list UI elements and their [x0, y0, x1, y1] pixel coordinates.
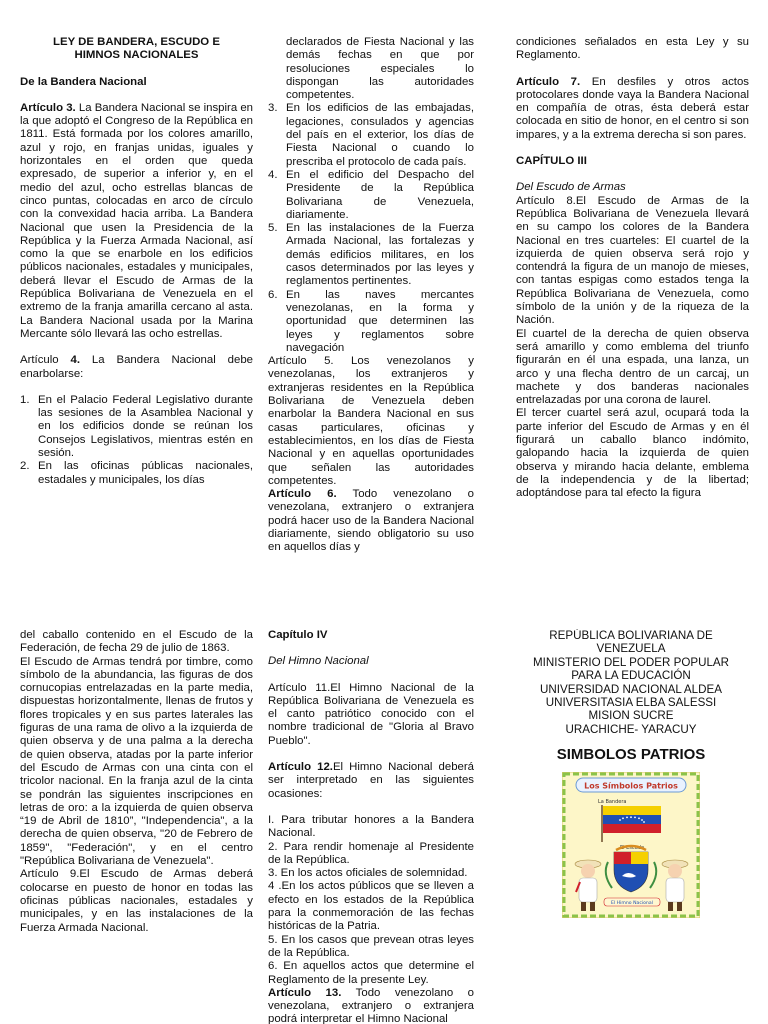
flag-display-list: [20, 394, 253, 487]
institution-line: PARA LA EDUCACIÓN: [571, 669, 691, 683]
patriotic-symbols-illustration: [562, 772, 700, 918]
escudo-paragraph-1: del caballo contenido en el Escudo de la Federación, de fecha 29 de julio de 1863.: [20, 629, 253, 655]
list-item: 6. En aquellos actos que determine el Reglamento de la presente Ley.: [268, 960, 474, 986]
list-item: [268, 222, 474, 288]
article-12-text: El Himno Nacional deberá ser interpretado en las siguientes ocasiones:: [268, 761, 474, 800]
panel-escudo-continued: [20, 629, 253, 1024]
shield-label: El Escudo: [620, 844, 645, 851]
institution-line: UNIVERSIDAD NACIONAL ALDEA: [540, 682, 722, 696]
article-8-paragraph-2: El cuartel de la derecha de quien observa será amarillo y como emblema del triunfo figurarán en él una espada, una lanza, un arco y una flecha dentro de un carcaj, un machete y dos banderas nacionales entrelazadas por una corona de laurel.: [516, 327, 749, 407]
article-6: [268, 488, 474, 554]
list-number: 5.: [268, 222, 278, 235]
institution-line: REPÚBLICA BOLIVARIANA DE: [549, 629, 713, 642]
list-item: 3. En los actos oficiales de solemnidad.: [268, 867, 468, 880]
section-heading: De la Bandera Nacional: [20, 75, 147, 88]
list-text: En las naves mercantes venezolanas, en la forma y oportunidad que determinen las leyes y reglamentos sobre navegación: [286, 288, 474, 354]
panel-cover: [511, 629, 751, 1024]
chapter-3-heading: CAPÍTULO III: [516, 155, 587, 168]
cover-title: SIMBOLOS PATRIOS: [556, 746, 706, 764]
article-4-prefix: Artículo: [20, 354, 71, 367]
article-8-paragraph-3: El tercer cuartel será azul, ocupará toda la parte inferior del Escudo de Armas y en él figurará un caballo blanco indómito, galopando hacia la izquierda de quien observa y mirando hacia delante, emblema de la independencia y de la libertad; adoptándose para tal efecto la figura: [516, 407, 749, 500]
list-text: En los edificios de las embajadas, legaciones, consulados y agencias del país en el exterior, los días de Fiesta Nacional o cuando lo prescriba el protocolo de cada país.: [286, 102, 474, 168]
article-13-label: Artículo 13.: [268, 986, 342, 999]
panel-himno: [268, 629, 474, 1024]
list-item: I. Para tributar honores a la Bandera Nacional.: [268, 813, 474, 840]
article-3: [20, 102, 253, 341]
institution-line: MISION SUCRE: [588, 709, 674, 723]
institution-line: UNIVERSITASIA ELBA SALESSI: [545, 696, 717, 710]
title-line-2: HIMNOS NACIONALES: [74, 49, 199, 62]
article-11: Artículo 11.El Himno Nacional de la República Bolivariana de Venezuela es el canto patriótico conocido con el nombre tradicional de "Gloria al Bravo Pueblo".: [268, 681, 474, 747]
list-item: 4 .En los actos públicos que se lleven a efecto en los estados de la República para la conmemoración de las fechas históricas de la Patria.: [268, 880, 474, 933]
article-6-text: Todo venezolano o venezolana, extranjero o extranjera podrá hacer uso de la Bandera Nacional diariamente, siendo obligatorio su uso en aquellos días y: [268, 488, 474, 554]
article-8: Artículo 8.El Escudo de Armas de la República Bolivariana de Venezuela llevará en su campo los colores de la Bandera Nacional en tres cuarteles: El cuartel de la izquierda de quien observa será rojo y contendrá la figura de un manojo de mieses, con tantas espigas como estados tenga la República Bolivariana de Venezuela, como símbolo de la unión y de la riqueza de la Nación.: [516, 194, 749, 327]
escudo-paragraph-2: El Escudo de Armas tendrá por timbre, como símbolo de la abundancia, las figuras de dos cornucopias entrelazadas en la parte media, dispuestas horizontalmente, llenas de frutos y flores tropicales y en sus partes laterales las figuras de una rama de olivo a la izquierda de quien observa y de una palma a la derecha de quien observa, atadas por la parte inferior del Escudo de Armas con una cinta con el tricolor nacional. En la franja azul de la cinta se pondrán las siguientes inscripciones en letras de oro: a la izquierda de quien observa “19 de Abril de 1810”, "Independencia", a la derecha de quien observa, "20 de Febrero de 1859", "Federación", y en el centro "República Bolivariana de Venezuela".: [20, 655, 253, 868]
list-text: En el edificio del Despacho del Presidente de la República Bolivariana de Venezuela, diariamente.: [286, 168, 474, 221]
chapter-4-heading: Capítulo IV: [268, 629, 328, 641]
flag-label: La Bandera: [598, 798, 627, 805]
article-7: [516, 76, 749, 142]
list-continuation: declarados de Fiesta Nacional y las demás fechas en que por resoluciones especiales lo dispongan las autoridades competentes.: [286, 36, 474, 102]
list-number: 2.: [20, 460, 30, 473]
list-number: 4.: [268, 168, 278, 181]
panel-escudo: [516, 36, 749, 558]
illustration-title-text: Los Símbolos Patrios: [584, 781, 678, 791]
institution-line: URACHICHE- YARACUY: [565, 722, 697, 736]
article-4-number: 4.: [70, 354, 81, 367]
article-4-text: La Bandera Nacional debe enarbolarse:: [20, 354, 253, 380]
article-13: [268, 987, 474, 1024]
article-6-label: Artículo 6.: [268, 488, 337, 501]
list-item: [20, 460, 253, 487]
title-line-1: LEY DE BANDERA, ESCUDO E: [53, 36, 220, 48]
article-7-label: Artículo 7.: [516, 75, 581, 88]
article-9: Artículo 9.El Escudo de Armas deberá colocarse en puesto de honor en todas las oficinas públicas nacionales, estadales y municipales, y en las instalaciones de la Fuerza Armada Nacional.: [20, 868, 253, 934]
article-12: [268, 761, 474, 801]
chapter-4-subtitle: Del Himno Nacional: [268, 655, 369, 668]
list-item: 2. Para rendir homenaje al Presidente de la República.: [268, 840, 474, 866]
list-item: [268, 169, 474, 222]
list-item: [268, 102, 474, 168]
list-item: 5. En los casos que prevean otras leyes de la República.: [268, 933, 474, 959]
document-title: [20, 36, 253, 63]
article-7-text: En desfiles y otros actos protocolares donde vaya la Bandera Nacional en compañía de otras, ésta deberá estar colocada en sitio de honor, en el centro si son impares, y a la extrema derecha si son pares.: [516, 75, 749, 141]
list-text: En el Palacio Federal Legislativo durante las sesiones de la Asamblea Nacional y en los edificios donde se reúnan los Consejos Legislativos, mientras estén en sesión.: [38, 393, 253, 460]
institution-line: MINISTERIO DEL PODER POPULAR: [532, 655, 730, 669]
continuation-text: condiciones señalados en esta Ley y su Reglamento.: [516, 36, 749, 62]
list-number: 1.: [20, 393, 30, 406]
article-4: [20, 354, 253, 381]
illustration-svg: [562, 772, 700, 918]
institution-header: [511, 629, 751, 736]
article-12-label: Artículo 12.: [268, 761, 333, 774]
list-number: 3.: [268, 102, 278, 115]
list-item: [268, 289, 474, 355]
list-number: 6.: [268, 288, 278, 301]
article-3-label: Artículo 3.: [20, 101, 76, 114]
panel-bandera-continued: [268, 36, 474, 558]
list-item: [20, 394, 253, 460]
list-text: En las oficinas públicas nacionales, estadales y municipales, los días: [38, 460, 253, 486]
panel-bandera-intro: [20, 36, 253, 558]
article-13-text: Todo venezolano o venezolana, extranjero o extranjera podrá interpretar el Himno Nacional: [268, 986, 474, 1024]
flag-display-list-cont: [268, 102, 474, 355]
article-3-text: La Bandera Nacional se inspira en la que adoptó el Congreso de la República en 1811. Está formada por los colores amarillo, azul y rojo, en franjas unidas, iguales y horizontales en el orden que queda expresado, de superior a inferior y, en el medio del azul, ocho estrellas blancas de cinco puntas, colocadas en arco de círculo con la convexidad hacia arriba. La Bandera Nacional que usen la Presidencia de la República y la Fuerza Armada Nacional, así como la que se enarbole en los edificios públicos nacionales, estadales y municipales, deberá llevar el Escudo de Armas de la República Bolivariana de Venezuela en el extremo de la franja amarilla cercano al asta. La Bandera Nacional usada por la Marina Mercante sólo llevará las ocho estrellas.: [20, 101, 253, 340]
article-5: Artículo 5. Los venezolanos y venezolanas, los extranjeros y extranjeras residentes en la República Bolivariana de Venezuela deben enarbolar la Bandera Nacional en sus casas particulares, oficinas y establecimientos, en los días de Fiesta Nacional y en aquellas oportunidades que señalen las autoridades competentes.: [268, 355, 474, 487]
list-text: En las instalaciones de la Fuerza Armada Nacional, las fortalezas y demás edificios militares, en los casos determinados por las leyes y reglamentos pertinentes.: [286, 222, 474, 288]
chapter-3-subtitle: Del Escudo de Armas: [516, 181, 626, 194]
institution-line: VENEZUELA: [596, 642, 666, 656]
anthem-label: El Himno Nacional: [611, 900, 653, 906]
